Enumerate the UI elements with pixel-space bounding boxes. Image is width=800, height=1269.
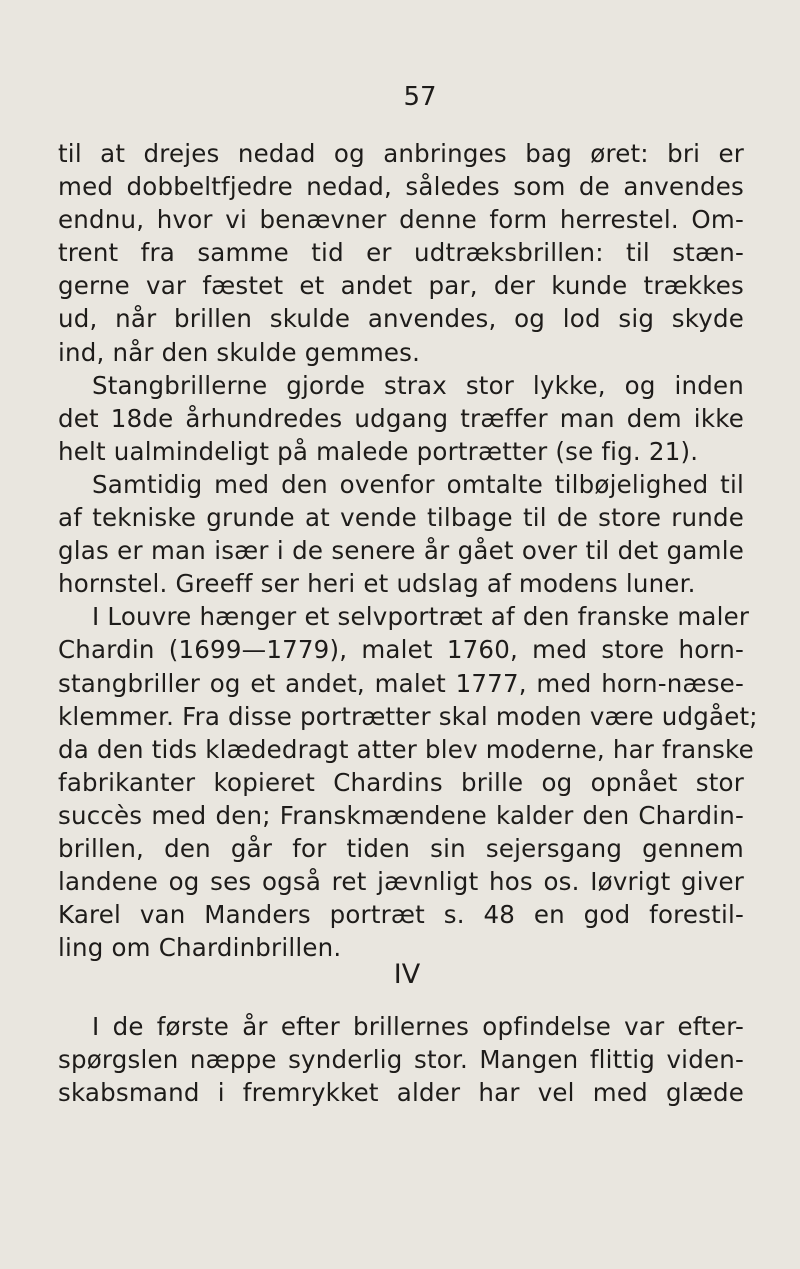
text-line: ud, når brillen skulde anvendes, og lod sig skyde [58,304,744,334]
text-line: fabrikanter kopieret Chardins brille og opnået stor [58,767,744,797]
section-heading: IV [393,959,421,990]
text-line: landene og ses også ret jævnligt hos os. Iøvrigt giver [58,867,744,897]
text-line: hornstel. Greeff ser heri et udslag af modens luner. [58,569,696,599]
text-line: stangbriller og et andet, malet 1777, med horn-næse- [58,668,744,698]
text-line: succès med den; Franskmændene kalder den Chardin- [58,800,744,830]
text-line: til at drejes nedad og anbringes bag øret: bri er [58,139,744,168]
text-line: Karel van Manders portræt s. 48 en god forestil- [58,900,744,930]
text-line: af tekniske grunde at vende tilbage til de store runde [58,503,744,533]
page-number: 57 [403,82,437,112]
text-line: I Louvre hænger et selvportræt af den franske maler [92,602,750,632]
text-line: brillen, den går for tiden sin sejersgang gennem [58,833,744,863]
text-line: I de første år efter brillernes opfindelse var efter- [92,1012,744,1041]
text-line: glas er man især i de senere år gået over til det gamle [58,536,744,566]
body-text-top [58,137,758,964]
text-line: da den tids klædedragt atter blev moderne, har franske [58,734,754,764]
text-line: Samtidig med den ovenfor omtalte tilbøjelighed til [92,469,744,499]
text-line: Stangbrillerne gjorde strax stor lykke, og inden [92,370,744,400]
text-line: med dobbeltfjedre nedad, således som de anvendes [58,172,744,202]
text-line: helt ualmindeligt på malede portrætter (se fig. 21). [58,436,699,466]
text-line: det 18de århundredes udgang træffer man dem ikke [58,403,744,433]
text-line: Chardin (1699—1779), malet 1760, med store horn- [58,635,744,665]
text-line: ind, når den skulde gemmes. [58,337,421,367]
text-line: spørgslen næppe synderlig stor. Mangen flittig viden- [58,1045,744,1075]
text-line: trent fra samme tid er udtræksbrillen: til stæn- [58,238,744,268]
text-line: gerne var fæstet et andet par, der kunde trækkes [58,271,744,301]
text-line: klemmer. Fra disse portrætter skal moden være udgået; [58,701,758,731]
text-line: ling om Chardinbrillen. [58,933,342,963]
body-text-bottom [58,1010,744,1109]
text-line: skabsmand i fremrykket alder har vel med glæde [58,1078,744,1108]
text-line: endnu, hvor vi benævner denne form herrestel. Om- [58,205,744,235]
